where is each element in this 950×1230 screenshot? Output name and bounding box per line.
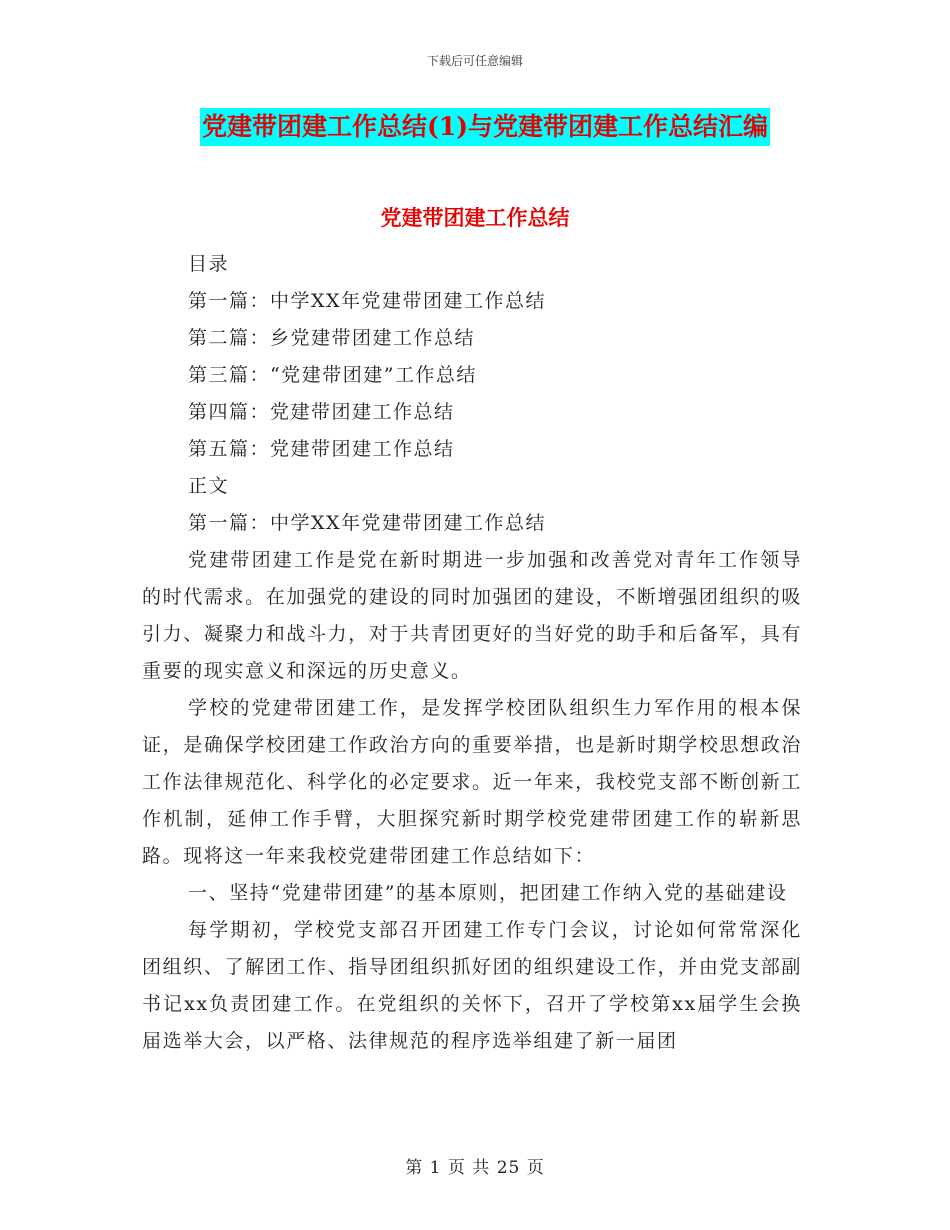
toc-heading: 目录 xyxy=(188,253,230,275)
toc-item: 第二篇：乡党建带团建工作总结 xyxy=(188,327,476,349)
section-heading: 一、坚持“党建带团建”的基本原则，把团建工作纳入党的基础建设 xyxy=(188,882,788,904)
page-footer: 第 1 页 共 25 页 xyxy=(405,1158,545,1178)
body-heading: 正文 xyxy=(188,475,230,497)
header-note: 下载后可任意编辑 xyxy=(426,54,523,68)
toc-item: 第五篇：党建带团建工作总结 xyxy=(188,438,455,460)
section-title: 党建带团建工作总结 xyxy=(380,205,570,230)
table-of-contents xyxy=(188,246,546,542)
document-title: 党建带团建工作总结(1)与党建带团建工作总结汇编 xyxy=(200,108,770,146)
document-body xyxy=(142,542,802,1060)
toc-item: 第四篇：党建带团建工作总结 xyxy=(188,401,455,423)
toc-item: 第一篇：中学XX年党建带团建工作总结 xyxy=(188,290,547,312)
toc-item: 第三篇：“党建带团建”工作总结 xyxy=(188,364,477,386)
body-paragraph: 党建带团建工作是党在新时期进一步加强和改善党对青年工作领导的时代需求。在加强党的建设的同时加强团的建设，不断增强团组织的吸引力、凝聚力和战斗力，对于共青团更好的当好党的助手和后备军，具有重要的现实意义和深远的历史意义。 xyxy=(142,549,802,682)
body-paragraph: 学校的党建带团建工作，是发挥学校团队组织生力军作用的根本保证，是确保学校团建工作政治方向的重要举措，也是新时期学校思想政治工作法律规范化、科学化的必定要求。近一年来，我校党支部不断创新工作机制，延伸工作手臂，大胆探究新时期学校党建带团建工作的崭新思路。现将这一年来我校党建带团建工作总结如下： xyxy=(142,697,802,867)
body-paragraph: 每学期初，学校党支部召开团建工作专门会议，讨论如何常常深化团组织、了解团工作、指导团组织抓好团的组织建设工作，并由党支部副书记xx负责团建工作。在党组织的关怀下，召开了学校第xx届学生会换届选举大会，以严格、法律规范的程序选举组建了新一届团 xyxy=(142,919,802,1052)
chapter-heading: 第一篇：中学XX年党建带团建工作总结 xyxy=(188,512,547,534)
